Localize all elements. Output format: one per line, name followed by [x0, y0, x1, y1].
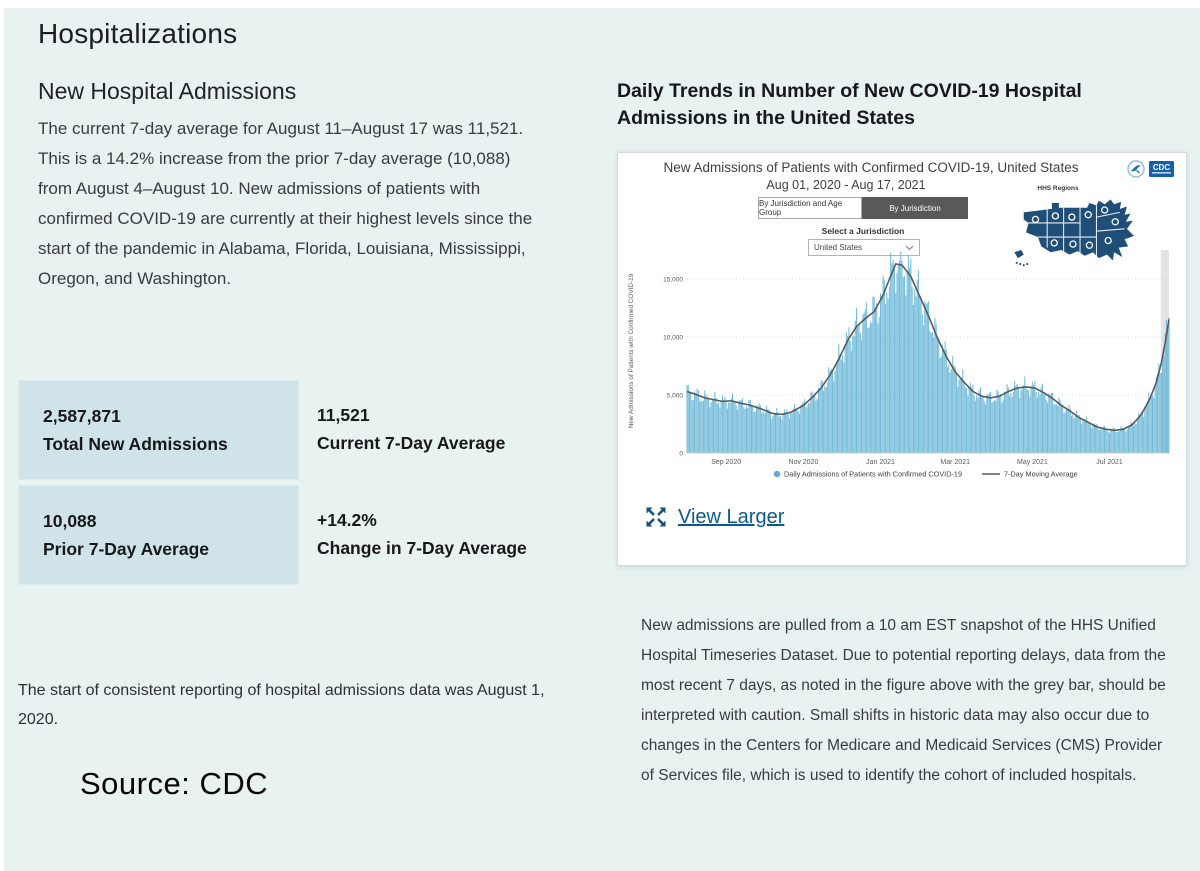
svg-text:Nov 2020: Nov 2020: [788, 459, 819, 466]
stats-row-2: [18, 485, 578, 585]
stat-value: +14.2%: [317, 510, 377, 530]
summary-paragraph: The current 7-day average for August 11–August 17 was 11,521. This is a 14.2% increase from the prior 7-day average (10,088) from August 4–August 10. New admissions of patients with confirmed COVID-19 are currently at their highest levels since the start of the pandemic in Alabama, Florida, Louisiana, Mississippi, Oregon, and Washington.: [38, 119, 533, 288]
chart-title: New Admissions of Patients with Confirmed COVID-19, United States: [663, 160, 1079, 175]
cdc-logo-text: CDC: [1152, 163, 1171, 172]
hospitalizations-panel: [4, 8, 1200, 871]
legend-bars-label: Daily Admissions of Patients with Confirmed COVID-19: [784, 469, 963, 479]
chart-card: [617, 152, 1187, 566]
svg-text:0: 0: [679, 450, 683, 458]
admissions-chart: [620, 245, 1180, 488]
svg-text:10,000: 10,000: [663, 334, 683, 342]
cdc-logo-icon: [1149, 160, 1174, 178]
stat-value: 10,088: [43, 511, 97, 531]
chart-date-range: Aug 01, 2020 - Aug 17, 2021: [766, 178, 926, 192]
stat-label: Total New Admissions: [43, 434, 228, 454]
y-axis-label: New Admissions of Patients with Confirmed COVID-19: [628, 273, 635, 429]
tab-by-jurisdiction-and-age-group[interactable]: By Jurisdiction and Age Group: [758, 197, 862, 219]
stat-label: Current 7-Day Average: [317, 433, 506, 453]
stat-label: Change in 7-Day Average: [317, 538, 527, 558]
hhs-regions-label: HHS Regions: [1037, 185, 1079, 192]
section-title: New Hospital Admissions: [38, 78, 297, 104]
jurisdiction-dropdown-value: United States: [814, 243, 863, 252]
legend-dot: [774, 471, 780, 477]
chart-tabs: [758, 197, 968, 219]
svg-text:Sep 2020: Sep 2020: [711, 459, 742, 466]
expand-icon: [644, 505, 668, 529]
svg-text:5,000: 5,000: [666, 392, 683, 400]
stat-current-7day-average: [299, 380, 559, 480]
agency-logos: [1127, 160, 1174, 178]
view-larger-control[interactable]: [644, 505, 784, 529]
stat-value: 11,521: [317, 405, 370, 425]
reporting-note: The start of consistent reporting of hospital admissions data was August 1, 2020.: [18, 682, 545, 728]
page-title: Hospitalizations: [38, 18, 238, 49]
stats-grid: [18, 380, 578, 590]
chart-section-heading: Daily Trends in Number of New COVID-19 Hospital Admissions in the United States: [617, 80, 1082, 129]
hhs-seal-icon: [1127, 160, 1145, 178]
data-caveat-paragraph: New admissions are pulled from a 10 am EST snapshot of the HHS Unified Hospital Timeseries Dataset. Due to potential reporting delays, data from the most recent 7 days, as noted in the figure above with the grey bar, should be interpreted with caution. Small shifts in historic data may also occur due to changes in the Centers for Medicare and Medicaid Services (CMS) Provider of Services file, which is used to identify the cohort of included hospitals.: [641, 617, 1166, 784]
stat-label: Prior 7-Day Average: [43, 539, 210, 559]
stats-row-1: [18, 380, 578, 480]
view-larger-link[interactable]: View Larger: [678, 505, 785, 528]
svg-text:15,000: 15,000: [663, 276, 683, 284]
stat-change-7day-average: [299, 485, 559, 585]
svg-text:Jan 2021: Jan 2021: [866, 459, 895, 466]
tab-by-jurisdiction[interactable]: By Jurisdiction: [862, 197, 968, 219]
stat-prior-7day-average: [18, 485, 299, 585]
jurisdiction-select-label: Select a Jurisdiction: [821, 226, 905, 236]
svg-text:Mar 2021: Mar 2021: [940, 459, 970, 466]
stat-total-new-admissions: [18, 380, 299, 480]
svg-text:May 2021: May 2021: [1016, 459, 1048, 466]
legend-line-label: 7-Day Moving Average: [1004, 469, 1078, 479]
source-attribution: Source: CDC: [80, 766, 269, 801]
stat-value: 2,587,871: [43, 406, 121, 426]
svg-text:Jul 2021: Jul 2021: [1096, 459, 1123, 466]
